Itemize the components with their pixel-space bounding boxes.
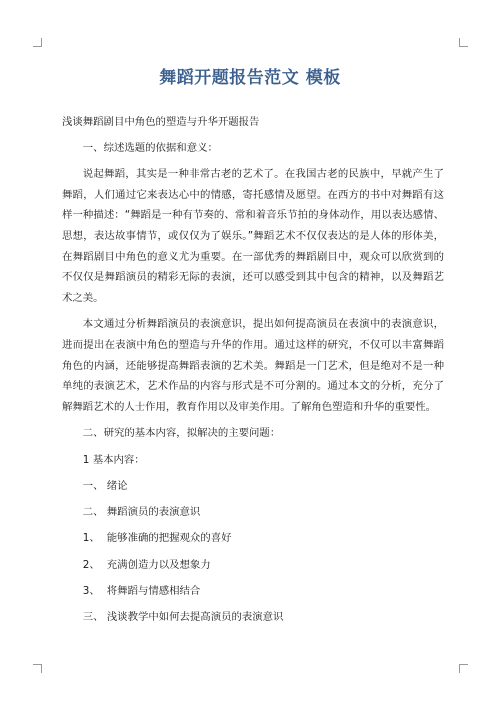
page-corner-mark-top-right	[459, 38, 468, 47]
basic-content-label: 1 基本内容：	[82, 453, 145, 466]
outline-item	[62, 476, 444, 497]
document-body	[62, 112, 444, 634]
paragraph-1: 说起舞蹈，其实是一种非常古老的艺术了。在我国古老的民族中，早就产生了舞蹈，人们通过它来表达心中的情感，寄托感情及愿望。在西方的书中对舞蹈有这样一种描述：“舞蹈是一种有节奏的、常和着音乐节拍的身体动作，用以表达感情、思想，表达故事情节，或仅仅为了娱乐。”舞蹈艺术不仅仅表达的是人体的形体美，在舞蹈剧目中角色的意义尤为重要。在一部优秀的舞蹈剧目中，观众可以欣赏到的不仅仅是舞蹈演员的精彩无际的表演，还可以感受到其中包含的精神，以及舞蹈艺术之美。	[62, 167, 444, 305]
outline-item-number: 3、	[82, 584, 100, 597]
outline-item-number: 二、	[82, 506, 104, 519]
section-2-heading: 二、研究的基本内容，拟解决的主要问题：	[82, 427, 281, 440]
page-corner-mark-top-left	[33, 38, 42, 47]
outline-item-text: 绪论	[106, 479, 128, 492]
outline-item-text: 能够准确的把握观众的喜好	[106, 532, 232, 545]
outline-item-text: 舞蹈演员的表演意识	[106, 506, 201, 519]
outline-item	[62, 607, 444, 628]
outline-item-number: 一、	[82, 479, 104, 492]
page-corner-mark-bottom-right	[459, 664, 468, 673]
outline-item	[62, 581, 444, 602]
outline-item-text: 充满创造力以及想象力	[106, 558, 211, 571]
outline-item	[62, 502, 444, 523]
outline-item-text: 浅谈教学中如何去提高演员的表演意识	[106, 611, 284, 624]
outline-item	[62, 555, 444, 576]
paragraph-2: 本文通过分析舞蹈演员的表演意识，提出如何提高演员在表演中的表演意识，进而提出在表演中角色的塑造与升华的作用。通过这样的研究，不仅可以丰富舞蹈角色的内涵，还能够提高舞蹈表演的艺术美。舞蹈是一门艺术，但是绝对不是一种单纯的表演艺术，艺术作品的内容与形式是不可分割的。通过本文的分析，充分了解舞蹈艺术的人士作用，教育作用以及审美作用。了解角色塑造和升华的重要性。	[62, 318, 444, 414]
outline-item-text: 将舞蹈与情感相结合	[106, 584, 201, 597]
outline-item	[62, 528, 444, 549]
document-title: 舞蹈开题报告范文 模板	[159, 68, 341, 88]
section-1-heading: 一、综述选题的依据和意义：	[82, 141, 218, 154]
outline-item-number: 2、	[82, 558, 100, 571]
outline-item-number: 三、	[82, 611, 104, 624]
document-subtitle: 浅谈舞蹈剧目中角色的塑造与升华开题报告	[62, 116, 260, 128]
outline-item-number: 1、	[82, 532, 100, 545]
page-corner-mark-bottom-left	[33, 664, 42, 673]
